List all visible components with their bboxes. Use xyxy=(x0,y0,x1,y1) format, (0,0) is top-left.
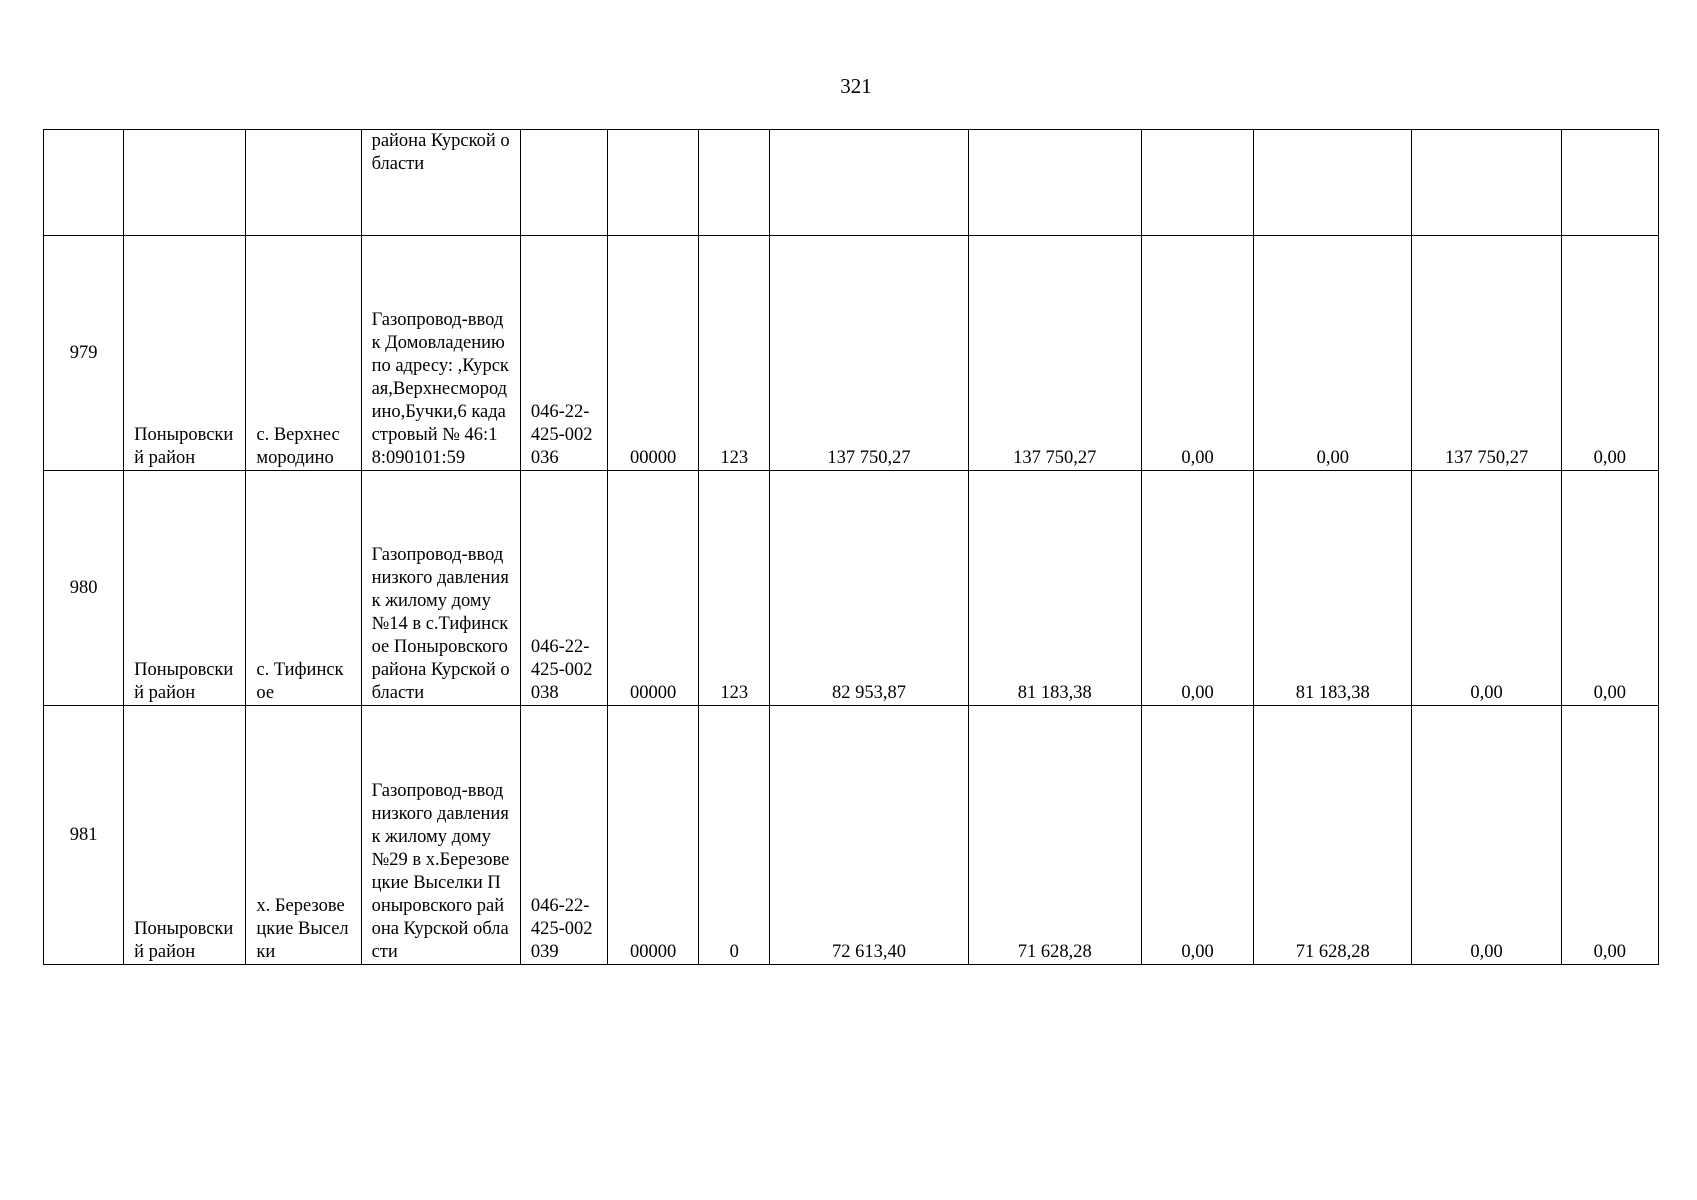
code-cell: 046-22-425-002038 xyxy=(520,471,607,706)
description-cell: Газопровод-ввод низкого давления к жилому дому №29 в х.Березовецкие Выселки Поныровского района Курской области xyxy=(361,706,520,965)
value-2-cell: 81 183,38 xyxy=(968,471,1141,706)
settlement-cell: с. Верхнесмородино xyxy=(246,236,361,471)
cell-v2 xyxy=(968,130,1141,236)
value-5-cell: 0,00 xyxy=(1412,471,1561,706)
value-2-cell: 137 750,27 xyxy=(968,236,1141,471)
value-1-cell: 72 613,40 xyxy=(770,706,968,965)
cell-code xyxy=(520,130,607,236)
cell-v6 xyxy=(1561,130,1658,236)
value-4-cell: 81 183,38 xyxy=(1254,471,1412,706)
table-row xyxy=(44,471,1659,706)
c2-cell: 123 xyxy=(699,236,770,471)
value-1-cell: 137 750,27 xyxy=(770,236,968,471)
code-cell: 046-22-425-002039 xyxy=(520,706,607,965)
cell-v1 xyxy=(770,130,968,236)
c2-cell: 123 xyxy=(699,471,770,706)
cell-district xyxy=(124,130,246,236)
value-1-cell: 82 953,87 xyxy=(770,471,968,706)
register-table xyxy=(43,129,1659,965)
district-cell: Поныровский район xyxy=(124,236,246,471)
value-5-cell: 137 750,27 xyxy=(1412,236,1561,471)
c2-cell: 0 xyxy=(699,706,770,965)
table-row-continuation xyxy=(44,130,1659,236)
value-3-cell: 0,00 xyxy=(1141,236,1253,471)
cell-v5 xyxy=(1412,130,1561,236)
table-row xyxy=(44,706,1659,965)
value-6-cell: 0,00 xyxy=(1561,706,1658,965)
cell-settlement xyxy=(246,130,361,236)
cell-description: района Курской области xyxy=(361,130,520,236)
description-cell: Газопровод-ввод к Домовладению по адресу: ,Курская,Верхнесмородино,Бучки,6 кадастровый № 46:18:090101:59 xyxy=(361,236,520,471)
page-number: 321 xyxy=(840,74,872,98)
cell-v4 xyxy=(1254,130,1412,236)
cell-v3 xyxy=(1141,130,1253,236)
code-cell: 046-22-425-002036 xyxy=(520,236,607,471)
value-2-cell: 71 628,28 xyxy=(968,706,1141,965)
row-number: 980 xyxy=(44,471,124,706)
value-4-cell: 71 628,28 xyxy=(1254,706,1412,965)
c1-cell: 00000 xyxy=(608,236,699,471)
cell-c2 xyxy=(699,130,770,236)
row-number: 979 xyxy=(44,236,124,471)
c1-cell: 00000 xyxy=(608,471,699,706)
description-cell: Газопровод-ввод низкого давления к жилому дому №14 в с.Тифинское Поныровского района Курской области xyxy=(361,471,520,706)
value-6-cell: 0,00 xyxy=(1561,471,1658,706)
row-number: 981 xyxy=(44,706,124,965)
value-4-cell: 0,00 xyxy=(1254,236,1412,471)
c1-cell: 00000 xyxy=(608,706,699,965)
settlement-cell: х. Березовецкие Выселки xyxy=(246,706,361,965)
settlement-cell: с. Тифинское xyxy=(246,471,361,706)
cell-c1 xyxy=(608,130,699,236)
value-5-cell: 0,00 xyxy=(1412,706,1561,965)
value-6-cell: 0,00 xyxy=(1561,236,1658,471)
district-cell: Поныровский район xyxy=(124,471,246,706)
district-cell: Поныровский район xyxy=(124,706,246,965)
value-3-cell: 0,00 xyxy=(1141,471,1253,706)
cell-no xyxy=(44,130,124,236)
table-row xyxy=(44,236,1659,471)
value-3-cell: 0,00 xyxy=(1141,706,1253,965)
